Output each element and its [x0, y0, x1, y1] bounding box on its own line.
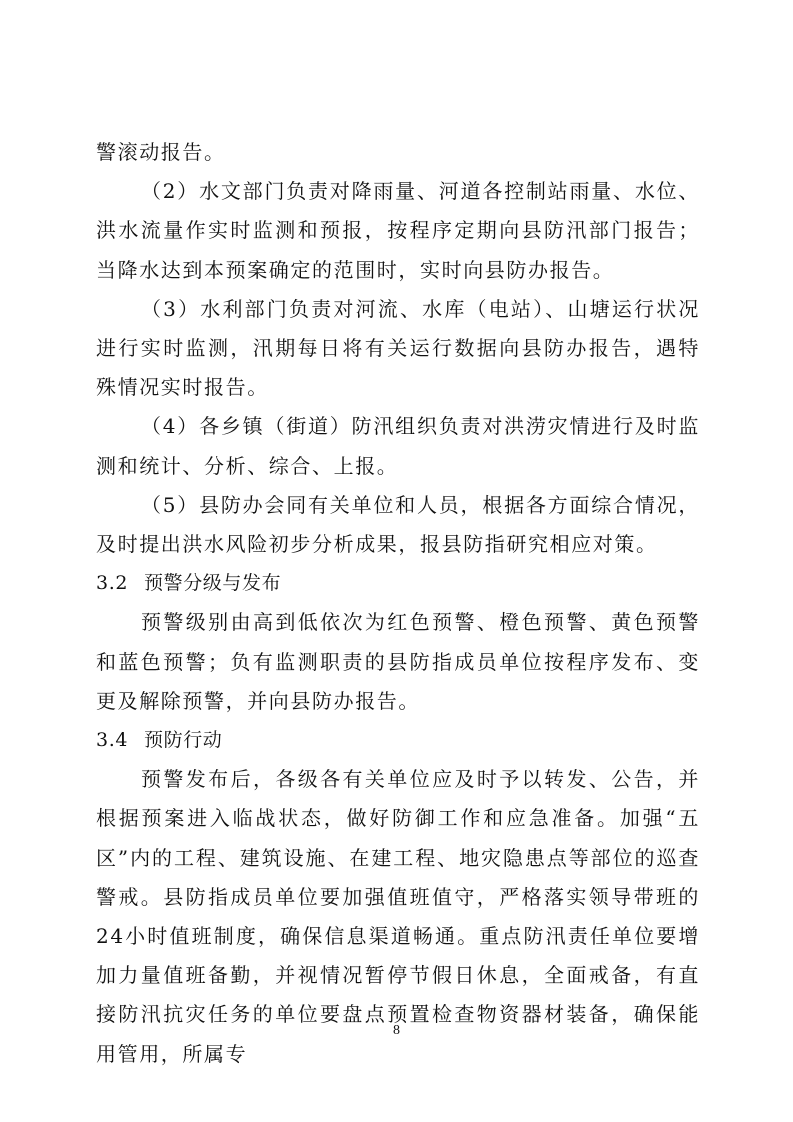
paragraph-continuation: 警滚动报告。 — [96, 140, 226, 164]
section-title: 预防行动 — [144, 729, 223, 752]
paragraph-townships: （4）各乡镇（街道）防汛组织负责对洪涝灾情进行及时监测和统计、分析、综合、上报。 — [96, 414, 700, 478]
section-heading-3-4 — [96, 721, 700, 760]
section-number: 3.2 — [96, 572, 129, 595]
paragraph-warning-levels: 预警级别由高到低依次为红色预警、橙色预警、黄色预警和蓝色预警；负有监测职责的县防指成员单位按程序发布、变更及解除预警，并向县防办报告。 — [96, 610, 700, 713]
paragraph-water-conservancy: （3）水利部门负责对河流、水库（电站）、山塘运行状况进行实时监测，汛期每日将有关运行数据向县防办报告，遇特殊情况实时报告。 — [96, 296, 700, 400]
section-number: 3.4 — [96, 729, 129, 752]
section-title: 预警分级与发布 — [144, 572, 282, 595]
paragraph-hydrology: （2）水文部门负责对降雨量、河道各控制站雨量、水位、洪水流量作实时监测和预报，按程序定期向县防汛部门报告；当降水达到本预案确定的范围时，实时向县防办报告。 — [96, 179, 700, 282]
paragraph-prevention-actions: 预警发布后，各级各有关单位应及时予以转发、公告，并根据预案进入临战状态，做好防御工作和应急准备。加强“五区”内的工程、建筑设施、在建工程、地灾隐患点等部位的巡查警戒。县防指成员单位要加强值班值守，严格落实领导带班的24小时值班制度，确保信息渠道畅通。重点防汛责任单位要增加力量值班备勤，并视情况暂停节假日休息，全面戒备，有直接防汛抗灾任务的单位要盘点预置检查物资器材装备，确保能用管用，所属专 — [96, 767, 700, 1066]
document-body — [96, 133, 700, 1074]
paragraph-county-office: （5）县防办会同有关单位和人员，根据各方面综合情况，及时提出洪水风险初步分析成果，报县防指研究相应对策。 — [96, 492, 700, 557]
section-heading-3-2 — [96, 564, 700, 603]
page-number: 8 — [393, 1023, 400, 1038]
